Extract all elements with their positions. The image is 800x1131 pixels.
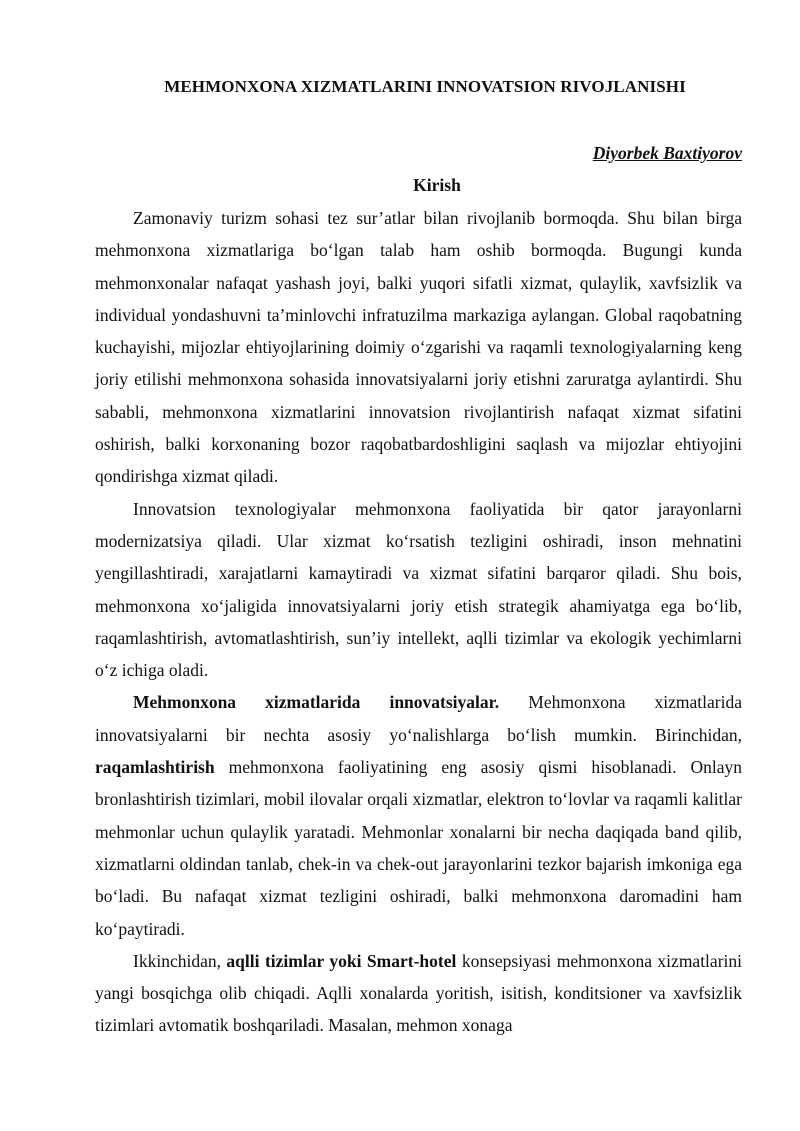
paragraph-intro-2: Innovatsion texnologiyalar mehmonxona faoliyatida bir qator jarayonlarni modernizatsiya qiladi. Ular xizmat ko‘rsatish tezligini oshiradi, inson mehnatini yengillashtiradi, xarajatlarni kamaytiradi va xizmat sifatini barqaror qiladi. Shu bois, mehmonxona xo‘jaligida innovatsiyalarni joriy etish strategik ahamiyatga ega bo‘lib, raqamlashtirish, avtomatlashtirish, sun’iy intellekt, aqlli tizimlar va ekologik yechimlarni o‘z ichiga oladi.	[95, 498, 742, 681]
paragraph-text: konsepsiyasi mehmonxona xizmatlarini yangi bosqichga olib chiqadi. Aqlli xonalarda yoritish, isitish, konditsioner va xavfsizlik tizimlari avtomatik boshqariladi. Masalan, mehmon xonaga	[95, 950, 742, 1036]
paragraph-text: Ikkinchidan,	[133, 950, 227, 971]
bold-term-innovations: Mehmonxona xizmatlarida innovatsiyalar.	[133, 692, 500, 713]
paragraph-smart-hotel	[95, 945, 742, 1042]
paragraph-text: mehmonxona faoliyatining eng asosiy qismi hisoblanadi. Onlayn bronlashtirish tizimlari, mobil ilovalar orqali xizmatlar, elektron to‘lovlar va raqamli kalitlar mehmonlar uchun qulaylik yaratadi. Mehmonlar xonalarni bir necha daqiqada band qilib, xizmatlarni oldindan tanlab, chek-in va chek-out jarayonlarini tezkor bajarish imkoniga ega bo‘ladi. Bu nafaqat xizmat tezligini oshiradi, balki mehmonxona daromadini ham ko‘paytiradi.	[95, 757, 742, 939]
paragraph-text: Mehmonxona xizmatlarida innovatsiyalarni bir nechta asosiy yo‘nalishlarga bo‘lish mumkin. Birinchidan,	[95, 692, 742, 745]
document-title: MEHMONXONA XIZMATLARINI INNOVATSION RIVOJLANISHI	[164, 77, 686, 96]
paragraph-intro-1: Zamonaviy turizm sohasi tez sur’atlar bilan rivojlanib bormoqda. Shu bilan birga mehmonxona xizmatlariga bo‘lgan talab ham oshib bormoqda. Bugungi kunda mehmonxonalar nafaqat yashash joyi, balki yuqori sifatli xizmat, qulaylik, xavfsizlik va individual yondashuvni ta’minlovchi infratuzilma markaziga aylangan. Global raqobatning kuchayishi, mijozlar ehtiyojlarining doimiy o‘zgarishi va raqamli texnologiyalarning keng joriy etilishi mehmonxona sohasida innovatsiyalarni joriy etishni zaruratga aylantirdi. Shu sababli, mehmonxona xizmatlarini innovatsion rivojlantirish nafaqat xizmat sifatini oshirish, balki korxonaning bozor raqobatbardoshligini saqlash va mijozlar ehtiyojini qondirishga xizmat qiladi.	[95, 208, 742, 487]
bold-term-smart-hotel: aqlli tizimlar yoki Smart-hotel	[226, 950, 457, 971]
section-heading: Kirish	[413, 175, 461, 195]
bold-term-digitalization: raqamlashtirish	[95, 757, 215, 778]
paragraph-innovations	[95, 686, 742, 944]
document-body	[95, 202, 742, 1042]
author-name: Diyorbek Baxtiyorov	[592, 143, 742, 163]
